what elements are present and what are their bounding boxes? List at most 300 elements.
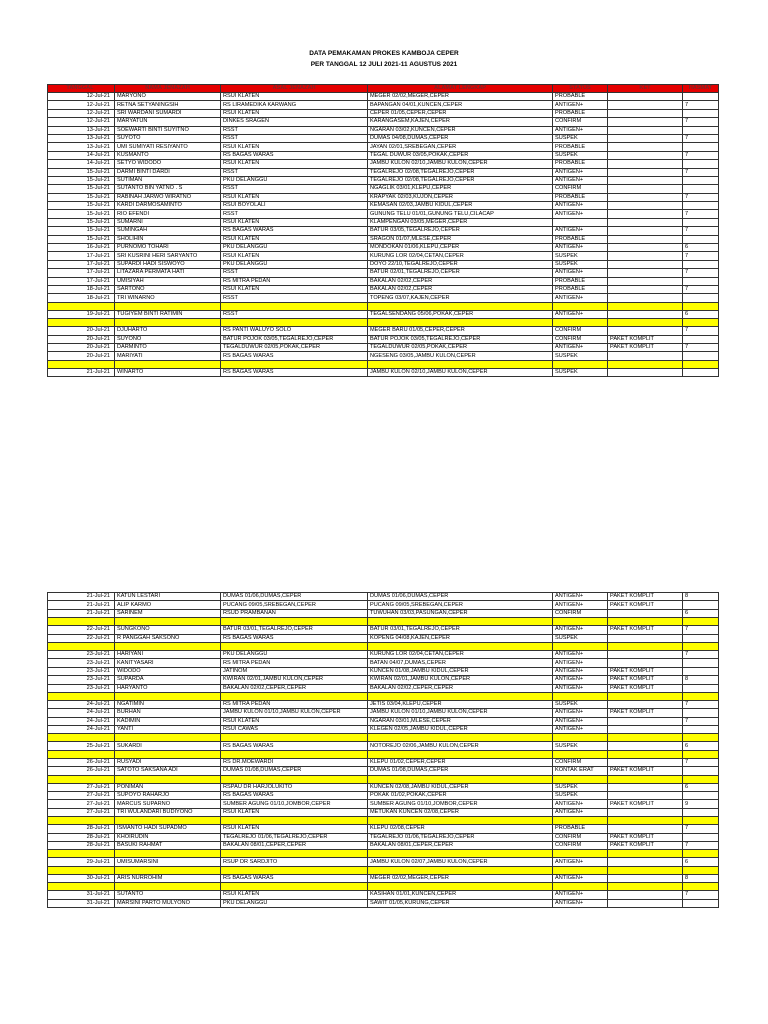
name-cell: LITAZARA PERMATA HATI — [115, 269, 221, 277]
status-cell: ANTIGEN+ — [553, 726, 608, 734]
note-cell — [608, 168, 683, 176]
header-address-cell: ALAMAT LENGKAP — [368, 85, 553, 93]
status-cell: ANTIGEN+ — [553, 874, 608, 882]
table-row — [48, 244, 719, 252]
origin-cell: RSUI KLATEN — [221, 109, 368, 117]
header-date-cell: TANGGAL — [48, 85, 115, 93]
hasmat-cell: 7 — [683, 626, 719, 634]
table-row — [48, 343, 719, 351]
name-cell: UMISUMARSINI — [115, 858, 221, 866]
origin-cell: RSST — [221, 210, 368, 218]
origin-cell: RS BAGAS WARAS — [221, 352, 368, 360]
name-cell: BURHAN — [115, 709, 221, 717]
name-cell: KHOIRUDIN — [115, 833, 221, 841]
date-cell: 20-Jul-21 — [48, 343, 115, 351]
name-cell — [115, 319, 221, 327]
note-cell — [608, 260, 683, 268]
address-cell: KURUNG LOR 02/04,CETAN,CEPER — [368, 252, 553, 260]
date-cell: 23-Jul-21 — [48, 667, 115, 675]
note-cell — [608, 700, 683, 708]
name-cell: WIDODO — [115, 667, 221, 675]
table-row — [48, 101, 719, 109]
date-cell: 21-Jul-21 — [48, 609, 115, 617]
table-row — [48, 285, 719, 293]
name-cell: R PANGGAH SAKSONO — [115, 634, 221, 642]
origin-cell: RS BAGAS WARAS — [221, 368, 368, 376]
origin-cell — [221, 319, 368, 327]
origin-cell — [221, 850, 368, 858]
table-row — [48, 742, 719, 750]
name-cell — [115, 750, 221, 758]
note-cell — [608, 783, 683, 791]
table-row — [48, 874, 719, 882]
note-cell — [608, 310, 683, 318]
hasmat-cell: 6 — [683, 609, 719, 617]
status-cell: ANTIGEN+ — [553, 650, 608, 658]
note-cell — [608, 126, 683, 134]
date-cell — [48, 360, 115, 368]
date-cell: 23-Jul-21 — [48, 676, 115, 684]
note-cell — [608, 368, 683, 376]
note-cell — [608, 792, 683, 800]
date-cell — [48, 866, 115, 874]
note-cell — [608, 235, 683, 243]
hasmat-cell — [683, 618, 719, 626]
date-cell: 24-Jul-21 — [48, 709, 115, 717]
note-cell — [608, 151, 683, 159]
date-cell: 19-Jul-21 — [48, 310, 115, 318]
address-cell — [368, 618, 553, 626]
date-cell: 25-Jul-21 — [48, 742, 115, 750]
name-cell: MARIYATI — [115, 352, 221, 360]
address-cell: KLAMPENGAN 03/05,MEGER,CEPER — [368, 218, 553, 226]
origin-cell — [221, 618, 368, 626]
status-cell: ANTIGEN+ — [553, 168, 608, 176]
date-cell: 23-Jul-21 — [48, 650, 115, 658]
origin-cell: PKU DELANGGU — [221, 260, 368, 268]
table-row — [48, 335, 719, 343]
name-cell — [115, 775, 221, 783]
date-cell: 17-Jul-21 — [48, 252, 115, 260]
name-cell: RETNA SETYANINGSIH — [115, 101, 221, 109]
name-cell: MARYONO — [115, 93, 221, 101]
name-cell: BASUKI RAHMAT — [115, 841, 221, 849]
origin-cell: RSUI KLATEN — [221, 891, 368, 899]
address-cell: NGAGLIK 03/01,KLEPU,CEPER — [368, 185, 553, 193]
address-cell: TOPENG 03/07,KAJEN,CEPER — [368, 294, 553, 302]
date-cell: 12-Jul-21 — [48, 101, 115, 109]
name-cell: TRI WULANDARI BUDIYONO — [115, 808, 221, 816]
table-row — [48, 684, 719, 692]
date-cell — [48, 302, 115, 310]
note-cell — [608, 659, 683, 667]
date-cell: 20-Jul-21 — [48, 335, 115, 343]
status-cell — [553, 360, 608, 368]
separator-row — [48, 642, 719, 650]
status-cell — [553, 319, 608, 327]
origin-cell: BAKALAN 02/02,CEPER,CEPER — [221, 684, 368, 692]
table-row — [48, 609, 719, 617]
status-cell: CONFIRM — [553, 758, 608, 766]
note-cell: PAKET KOMPLIT — [608, 667, 683, 675]
hasmat-cell: 6 — [683, 783, 719, 791]
hasmat-cell: 6 — [683, 244, 719, 252]
status-cell: SUSPEK — [553, 352, 608, 360]
table-row — [48, 717, 719, 725]
status-cell: PROBABLE — [553, 160, 608, 168]
table-row — [48, 659, 719, 667]
status-cell — [553, 750, 608, 758]
origin-cell: RSST — [221, 310, 368, 318]
note-cell — [608, 775, 683, 783]
address-cell: KARANGASEM,KAJEN,CEPER — [368, 118, 553, 126]
note-cell — [608, 858, 683, 866]
date-cell: 26-Jul-21 — [48, 758, 115, 766]
address-cell: KASIHAN 01/01,KUNCEN,CEPER — [368, 891, 553, 899]
name-cell: PURNOMO TOHARI — [115, 244, 221, 252]
note-cell — [608, 294, 683, 302]
name-cell: UMI SUMIYATI RESIYANTO — [115, 143, 221, 151]
hasmat-cell — [683, 368, 719, 376]
date-cell: 18-Jul-21 — [48, 294, 115, 302]
address-cell: JAMBU KULON 01/10,JAMBU KULON,CEPER — [368, 709, 553, 717]
hasmat-cell — [683, 833, 719, 841]
name-cell — [115, 817, 221, 825]
note-cell — [608, 866, 683, 874]
note-cell — [608, 352, 683, 360]
note-cell — [608, 160, 683, 168]
address-cell — [368, 775, 553, 783]
separator-row — [48, 775, 719, 783]
hasmat-cell: 7 — [683, 168, 719, 176]
note-cell — [608, 185, 683, 193]
note-cell — [608, 210, 683, 218]
note-cell — [608, 285, 683, 293]
status-cell: SUSPEK — [553, 700, 608, 708]
name-cell: SETYO WIDODO — [115, 160, 221, 168]
origin-cell: DUMAS 01/08,DUMAS,CEPER — [221, 767, 368, 775]
status-cell: ANTIGEN+ — [553, 176, 608, 184]
status-cell: ANTIGEN+ — [553, 227, 608, 235]
origin-cell: PKU DELANGGU — [221, 176, 368, 184]
note-cell — [608, 899, 683, 907]
table-row — [48, 185, 719, 193]
table-row — [48, 352, 719, 360]
origin-cell: RSUI KLATEN — [221, 193, 368, 201]
name-cell: MARCUS SUPARNO — [115, 800, 221, 808]
address-cell: KUNCEN 02/08,JAMBU KIDUL,CEPER — [368, 783, 553, 791]
table-row — [48, 601, 719, 609]
origin-cell: RS BAGAS WARAS — [221, 151, 368, 159]
status-cell: SUSPEK — [553, 634, 608, 642]
table-row — [48, 327, 719, 335]
address-cell: BAKALAN 02/02,CEPER,CEPER — [368, 684, 553, 692]
address-cell: JAYAN 02/01,SREBEGAN,CEPER — [368, 143, 553, 151]
hasmat-cell: 9 — [683, 800, 719, 808]
separator-row — [48, 866, 719, 874]
status-cell: ANTIGEN+ — [553, 800, 608, 808]
name-cell: DJUHARTO — [115, 327, 221, 335]
status-cell: ANTIGEN+ — [553, 343, 608, 351]
origin-cell: RSUD PRAMBANAN — [221, 609, 368, 617]
address-cell — [368, 850, 553, 858]
note-cell — [608, 134, 683, 142]
hasmat-cell — [683, 726, 719, 734]
table-row — [48, 709, 719, 717]
date-cell: 27-Jul-21 — [48, 792, 115, 800]
date-cell — [48, 817, 115, 825]
hasmat-cell — [683, 185, 719, 193]
hasmat-cell: 7 — [683, 193, 719, 201]
address-cell: NOTOREJO 02/06,JAMBU KULON,CEPER — [368, 742, 553, 750]
note-cell: PAKET KOMPLIT — [608, 676, 683, 684]
status-cell — [553, 817, 608, 825]
address-cell — [368, 302, 553, 310]
address-cell: JETIS 03/04,KLEPU,CEPER — [368, 700, 553, 708]
origin-cell — [221, 866, 368, 874]
table-row — [48, 800, 719, 808]
origin-cell: RSUI KLATEN — [221, 93, 368, 101]
origin-cell — [221, 302, 368, 310]
name-cell: SUTANTO — [115, 891, 221, 899]
hasmat-cell: 7 — [683, 252, 719, 260]
header-origin-cell: ASAL JENAZAH — [221, 85, 368, 93]
table-row — [48, 792, 719, 800]
status-cell: CONFIRM — [553, 118, 608, 126]
status-cell — [553, 775, 608, 783]
table-row — [48, 808, 719, 816]
date-cell: 30-Jul-21 — [48, 874, 115, 882]
table-row — [48, 202, 719, 210]
date-cell: 13-Jul-21 — [48, 143, 115, 151]
name-cell — [115, 692, 221, 700]
hasmat-cell — [683, 734, 719, 742]
note-cell: PAKET KOMPLIT — [608, 709, 683, 717]
separator-row — [48, 302, 719, 310]
note-cell — [608, 726, 683, 734]
date-cell: 21-Jul-21 — [48, 601, 115, 609]
hasmat-cell — [683, 277, 719, 285]
origin-cell: RS BAGAS WARAS — [221, 227, 368, 235]
header-note-cell: KET — [608, 85, 683, 93]
date-cell: 23-Jul-21 — [48, 659, 115, 667]
address-cell: KWIRAN 02/01,JAMBU KULON,CEPER — [368, 676, 553, 684]
table-row — [48, 634, 719, 642]
status-cell — [553, 218, 608, 226]
name-cell: WINARTO — [115, 368, 221, 376]
table-row — [48, 160, 719, 168]
note-cell: PAKET KOMPLIT — [608, 626, 683, 634]
hasmat-cell: 7 — [683, 327, 719, 335]
table-row — [48, 783, 719, 791]
table-row — [48, 168, 719, 176]
separator-row — [48, 750, 719, 758]
address-cell: MEGER 02/02,MEGER,CEPER — [368, 874, 553, 882]
date-cell: 18-Jul-21 — [48, 285, 115, 293]
date-cell: 13-Jul-21 — [48, 134, 115, 142]
document-title-line-1: DATA PEMAKAMAN PROKES KAMBOJA CEPER — [309, 50, 459, 57]
table-row — [48, 193, 719, 201]
status-cell: ANTIGEN+ — [553, 808, 608, 816]
hasmat-cell — [683, 235, 719, 243]
status-cell: CONFIRM — [553, 833, 608, 841]
table-row — [48, 650, 719, 658]
separator-row — [48, 850, 719, 858]
hasmat-cell — [683, 302, 719, 310]
date-cell: 12-Jul-21 — [48, 118, 115, 126]
status-cell: CONFIRM — [553, 327, 608, 335]
separator-row — [48, 618, 719, 626]
name-cell — [115, 850, 221, 858]
status-cell: SUSPEK — [553, 134, 608, 142]
origin-cell: TEGALDUWUR 02/05,POKAK,CEPER — [221, 343, 368, 351]
date-cell — [48, 883, 115, 891]
separator-row — [48, 883, 719, 891]
hasmat-cell: 7 — [683, 717, 719, 725]
table-row — [48, 218, 719, 226]
hasmat-cell — [683, 335, 719, 343]
hasmat-cell: 6 — [683, 742, 719, 750]
date-cell: 17-Jul-21 — [48, 269, 115, 277]
origin-cell: JAMBU KULON 01/10,JAMBU KULON,CEPER — [221, 709, 368, 717]
address-cell: DUMAS 01/06,DUMAS,CEPER — [368, 593, 553, 601]
status-cell: SUSPEK — [553, 368, 608, 376]
status-cell: CONFIRM — [553, 335, 608, 343]
note-cell — [608, 176, 683, 184]
origin-cell — [221, 750, 368, 758]
note-cell — [608, 227, 683, 235]
hasmat-cell: 7 — [683, 841, 719, 849]
date-cell: 31-Jul-21 — [48, 891, 115, 899]
address-cell: NGARAN 03/01,MLESE,CEPER — [368, 717, 553, 725]
address-cell: KURUNG LOR 02/04,CETAN,CEPER — [368, 650, 553, 658]
note-cell: PAKET KOMPLIT — [608, 841, 683, 849]
status-cell — [553, 866, 608, 874]
origin-cell: KWIRAN 02/01,JAMBU KULON,CEPER — [221, 676, 368, 684]
table-row — [48, 726, 719, 734]
origin-cell: PKU DELANGGU — [221, 650, 368, 658]
note-cell — [608, 302, 683, 310]
name-cell: SUPARDI HADI SISWOYO — [115, 260, 221, 268]
date-cell — [48, 775, 115, 783]
address-cell: TEGALREJO 01/06,TEGALREJO,CEPER — [368, 833, 553, 841]
status-cell: ANTIGEN+ — [553, 891, 608, 899]
name-cell: SRI WARDANI SUMARDI — [115, 109, 221, 117]
note-cell — [608, 817, 683, 825]
hasmat-cell — [683, 601, 719, 609]
address-cell — [368, 692, 553, 700]
table-row — [48, 841, 719, 849]
date-cell — [48, 734, 115, 742]
status-cell: SUSPEK — [553, 260, 608, 268]
origin-cell: RS BAGAS WARAS — [221, 742, 368, 750]
table-row — [48, 310, 719, 318]
hasmat-cell — [683, 294, 719, 302]
note-cell: PAKET KOMPLIT — [608, 684, 683, 692]
table-row — [48, 93, 719, 101]
address-cell: MEGER BARU 01/05,CEPER,CEPER — [368, 327, 553, 335]
status-cell: PROBABLE — [553, 93, 608, 101]
name-cell: RUSYADI — [115, 758, 221, 766]
name-cell: ARIS NURROHIM — [115, 874, 221, 882]
date-cell: 15-Jul-21 — [48, 202, 115, 210]
table-row — [48, 118, 719, 126]
origin-cell — [221, 692, 368, 700]
name-cell: SUYONO — [115, 335, 221, 343]
hasmat-cell — [683, 667, 719, 675]
origin-cell: RSST — [221, 269, 368, 277]
name-cell: SUNGKONO — [115, 626, 221, 634]
note-cell — [608, 692, 683, 700]
hasmat-cell: 7 — [683, 758, 719, 766]
date-cell — [48, 750, 115, 758]
origin-cell: RS PANTI WALUYO SOLO — [221, 327, 368, 335]
origin-cell — [221, 775, 368, 783]
hasmat-cell — [683, 634, 719, 642]
hasmat-cell — [683, 767, 719, 775]
address-cell: JAMBU KULON 02/10,JAMBU KULON,CEPER — [368, 368, 553, 376]
status-cell — [553, 734, 608, 742]
note-cell — [608, 244, 683, 252]
origin-cell: JATINOM — [221, 667, 368, 675]
note-cell — [608, 650, 683, 658]
status-cell: SUSPEK — [553, 742, 608, 750]
hasmat-cell: 7 — [683, 891, 719, 899]
status-cell: ANTIGEN+ — [553, 676, 608, 684]
date-cell: 24-Jul-21 — [48, 717, 115, 725]
origin-cell: RS BAGAS WARAS — [221, 634, 368, 642]
hasmat-cell: 7 — [683, 151, 719, 159]
note-cell — [608, 202, 683, 210]
status-cell: ANTIGEN+ — [553, 210, 608, 218]
date-cell: 27-Jul-21 — [48, 783, 115, 791]
origin-cell: RSST — [221, 294, 368, 302]
status-cell: PROBABLE — [553, 285, 608, 293]
hasmat-cell — [683, 319, 719, 327]
hasmat-cell — [683, 93, 719, 101]
date-cell: 12-Jul-21 — [48, 109, 115, 117]
table-row — [48, 825, 719, 833]
hasmat-cell: 7 — [683, 118, 719, 126]
origin-cell: RS BAGAS WARAS — [221, 792, 368, 800]
status-cell: SUSPEK — [553, 783, 608, 791]
origin-cell: RS LIRAMEDIKA KARWANG — [221, 101, 368, 109]
address-cell: NGESENG 03/05,JAMBU KULON,CEPER — [368, 352, 553, 360]
date-cell: 24-Jul-21 — [48, 726, 115, 734]
note-cell — [608, 319, 683, 327]
table-row — [48, 109, 719, 117]
origin-cell: BATUR 03/01,TEGALREJO,CEPER — [221, 626, 368, 634]
address-cell: DUMAS 04/08,DUMAS,CEPER — [368, 134, 553, 142]
hasmat-cell — [683, 684, 719, 692]
name-cell: PONIMAN — [115, 783, 221, 791]
date-cell — [48, 618, 115, 626]
note-cell — [608, 742, 683, 750]
name-cell: SUMINGAH — [115, 227, 221, 235]
table-row — [48, 227, 719, 235]
status-cell: ANTIGEN+ — [553, 667, 608, 675]
address-cell: BATUR 03/05,TEGALREJO,CEPER — [368, 227, 553, 235]
note-cell — [608, 758, 683, 766]
date-cell: 15-Jul-21 — [48, 210, 115, 218]
origin-cell: RS DR.MOEWARDI — [221, 758, 368, 766]
address-cell: BATUR 02/01,TEGALREJO,CEPER — [368, 269, 553, 277]
note-cell — [608, 109, 683, 117]
name-cell — [115, 883, 221, 891]
date-cell: 14-Jul-21 — [48, 160, 115, 168]
name-cell: DARMINTO — [115, 343, 221, 351]
date-cell: 21-Jul-21 — [48, 368, 115, 376]
